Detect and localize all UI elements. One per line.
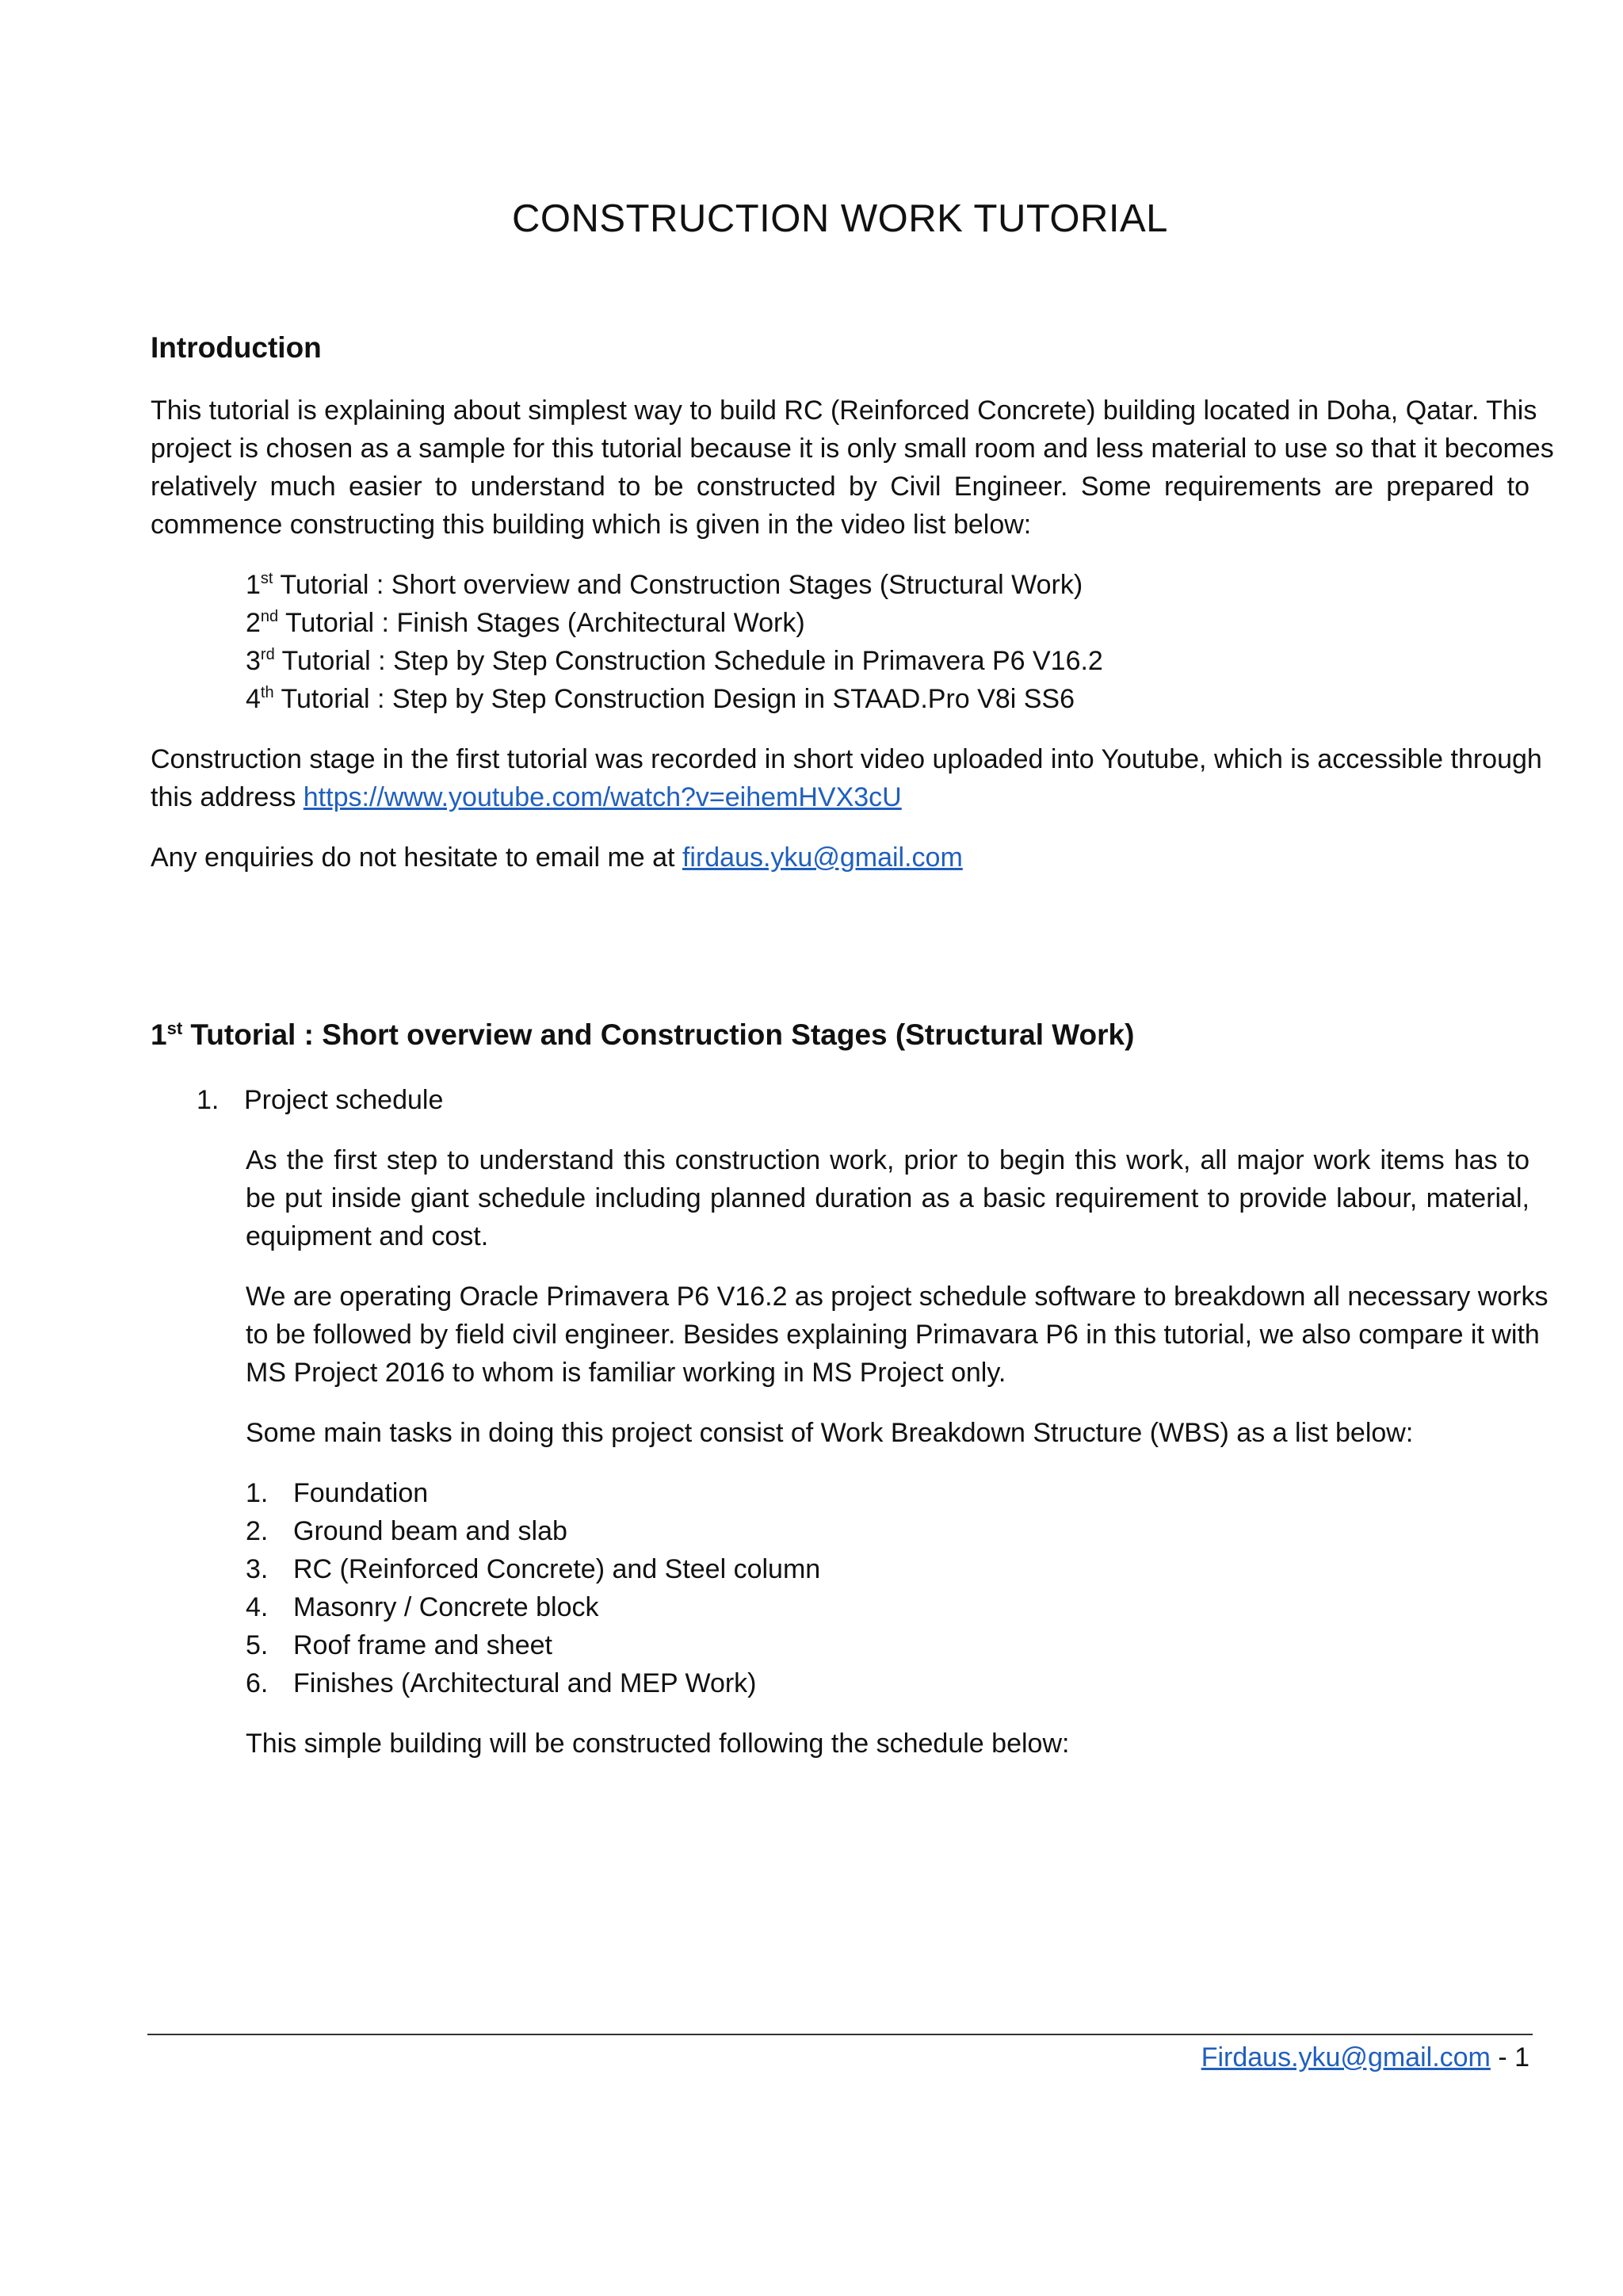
youtube-link[interactable]: https://www.youtube.com/watch?v=eihemHVX3cU [303, 782, 902, 812]
youtube-paragraph-line: Construction stage in the first tutorial was recorded in short video uploaded into Youtube, which is accessible through [151, 744, 1542, 774]
schedule-paragraph-line: equipment and cost. [246, 1221, 489, 1251]
intro-paragraph-line: project is chosen as a sample for this tutorial because it is only small room and less material to use so that it becomes [151, 434, 1554, 464]
wbs-list-item: 6. Finishes (Architectural and MEP Work) [246, 1668, 757, 1698]
wbs-list-item: 2. Ground beam and slab [246, 1516, 567, 1546]
schedule-paragraph-line: As the first step to understand this construction work, prior to begin this work, all major work items has to [246, 1145, 1529, 1175]
video-list-item: 3rd Tutorial : Step by Step Construction Schedule in Primavera P6 V16.2 [246, 646, 1103, 676]
wbs-list-item: 3. RC (Reinforced Concrete) and Steel column [246, 1554, 821, 1584]
enquiry-line: Any enquiries do not hesitate to email me at firdaus.yku@gmail.com [151, 842, 963, 873]
page-number: - 1 [1490, 2042, 1529, 2073]
video-list-item: 4th Tutorial : Step by Step Construction Design in STAAD.Pro V8i SS6 [246, 684, 1075, 714]
schedule-paragraph-line: be put inside giant schedule including planned duration as a basic requirement to provide labour, material, [246, 1183, 1529, 1213]
intro-paragraph-line: This tutorial is explaining about simplest way to build RC (Reinforced Concrete) building located in Doha, Qatar. This [151, 395, 1537, 426]
page-title: CONSTRUCTION WORK TUTORIAL [512, 197, 1168, 240]
software-paragraph-line: We are operating Oracle Primavera P6 V16.2 as project schedule software to breakdown all necessary works [246, 1282, 1549, 1312]
intro-paragraph-line: relatively much easier to understand to be constructed by Civil Engineer. Some requirements are prepared to [151, 472, 1529, 502]
footer-divider [147, 2034, 1533, 2035]
project-schedule-item: 1. Project schedule [197, 1085, 444, 1115]
wbs-intro-paragraph: Some main tasks in doing this project consist of Work Breakdown Structure (WBS) as a list below: [246, 1418, 1414, 1448]
youtube-paragraph-line: this address https://www.youtube.com/watch?v=eihemHVX3cU [151, 782, 902, 812]
enquiry-email-link[interactable]: firdaus.yku@gmail.com [682, 842, 963, 873]
video-list-item: 1st Tutorial : Short overview and Construction Stages (Structural Work) [246, 570, 1083, 600]
wbs-list-item: 5. Roof frame and sheet [246, 1630, 552, 1660]
video-list-item: 2nd Tutorial : Finish Stages (Architectural Work) [246, 608, 805, 638]
tutorial1-heading: 1st Tutorial : Short overview and Construction Stages (Structural Work) [151, 1018, 1135, 1051]
software-paragraph-line: to be followed by field civil engineer. Besides explaining Primavara P6 in this tutorial, we also compare it with [246, 1320, 1540, 1350]
wbs-list-item: 1. Foundation [246, 1478, 429, 1508]
schedule-lead-in: This simple building will be constructed following the schedule below: [246, 1729, 1070, 1759]
wbs-list-item: 4. Masonry / Concrete block [246, 1592, 599, 1622]
introduction-heading: Introduction [151, 331, 322, 364]
page-footer [1201, 2038, 1529, 2076]
intro-paragraph-line: commence constructing this building which is given in the video list below: [151, 510, 1032, 540]
footer-email-link[interactable]: Firdaus.yku@gmail.com [1201, 2042, 1491, 2073]
software-paragraph-line: MS Project 2016 to whom is familiar working in MS Project only. [246, 1358, 1006, 1388]
